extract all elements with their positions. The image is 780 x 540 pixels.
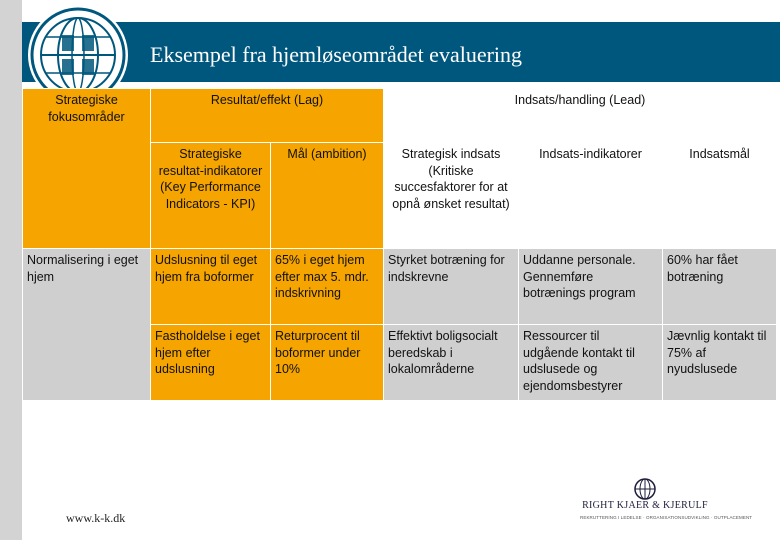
goal-cell: Returprocent til boformer under 10% (271, 325, 384, 401)
subheader-goal: Mål (ambition) (271, 143, 384, 249)
brand-emblem-icon (632, 478, 658, 500)
brand-name: RIGHT KJAER & KJERULF (582, 500, 708, 511)
subheader-strategic-action: Strategisk indsats (Kritiske succesfaktorer for at opnå ønsket resultat) (384, 143, 519, 249)
table-row (23, 249, 777, 325)
strategic-action-cell: Styrket botræning for indskrevne (384, 249, 519, 325)
evaluation-table (22, 88, 777, 401)
action-goal-cell: Jævnlig kontakt til 75% af nyudslusede (663, 325, 777, 401)
action-goal-cell: 60% har fået botræning (663, 249, 777, 325)
action-indicators-cell: Ressourcer til udgående kontakt til udslusede og ejendomsbestyrer (519, 325, 663, 401)
header-focus-area: Strategiske fokusområder (23, 89, 151, 249)
strategic-action-cell: Effektivt boligsocialt beredskab i lokalområderne (384, 325, 519, 401)
slide-title: Eksempel fra hjemløseområdet evaluering (150, 42, 523, 67)
focus-area-cell: Normalisering i eget hjem (23, 249, 151, 401)
kpi-cell: Udslusning til eget hjem fra boformer (151, 249, 271, 325)
subheader-action-goal: Indsatsmål (663, 143, 777, 249)
header-action: Indsats/handling (Lead) (384, 89, 777, 143)
subheader-action-indicators: Indsats-indikatorer (519, 143, 663, 249)
header-result-effect: Resultat/effekt (Lag) (151, 89, 384, 143)
subheader-kpi: Strategiske resultat-indikatorer (Key Performance Indicators - KPI) (151, 143, 271, 249)
left-decor-strip (0, 0, 22, 540)
footer-url: www.k-k.dk (66, 511, 126, 525)
action-indicators-cell: Uddanne personale. Gennemføre botrænings program (519, 249, 663, 325)
evaluation-table-wrapper (22, 88, 777, 401)
group-header-row (23, 89, 777, 143)
brand-tagline: REKRUTTERING I LEDELSE · ORGANISATIONSUDVIKLING · OUTPLACEMENT (580, 515, 753, 520)
goal-cell: 65% i eget hjem efter max 5. mdr. indskrivning (271, 249, 384, 325)
kpi-cell: Fastholdelse i eget hjem efter udslusning (151, 325, 271, 401)
